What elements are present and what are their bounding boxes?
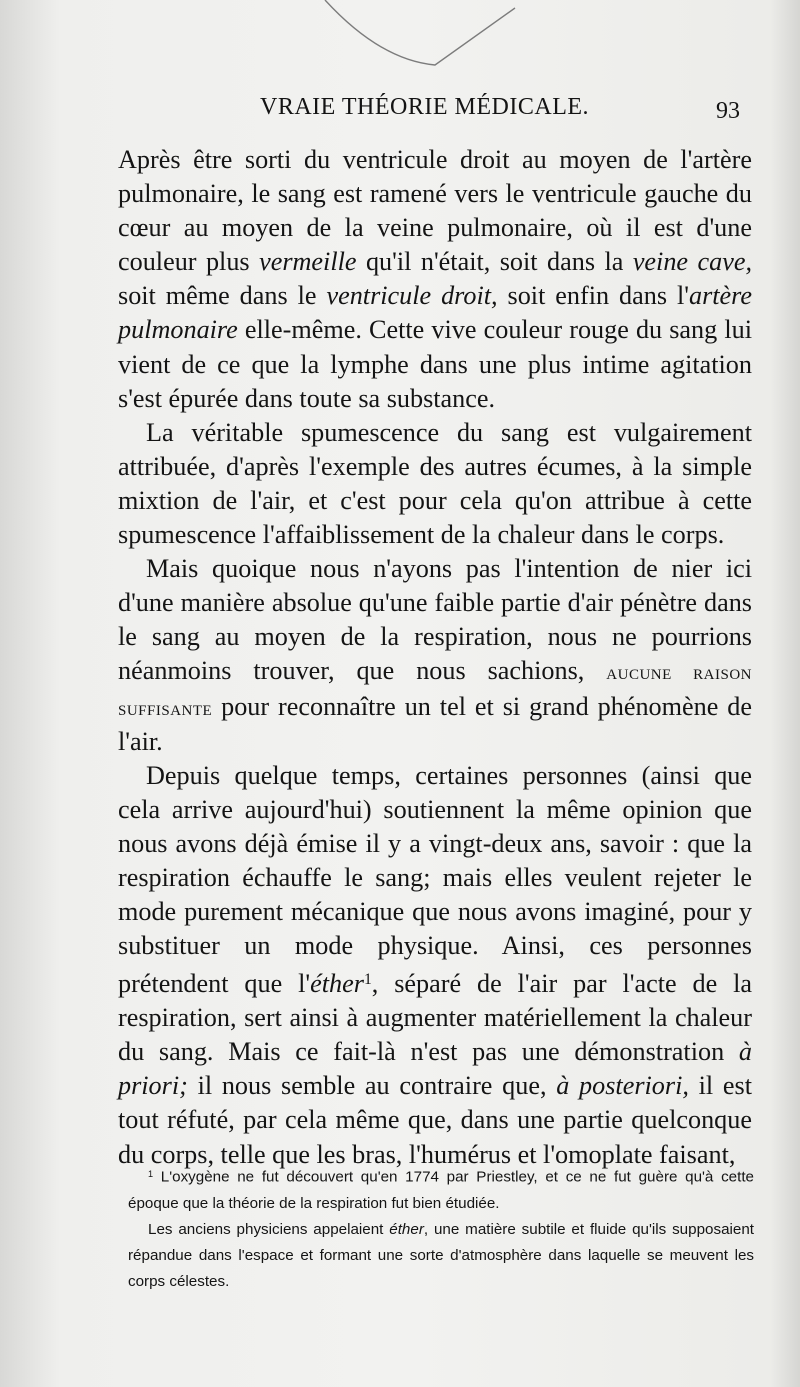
footnote-1: [128, 1161, 754, 1217]
text-run: Après être sorti du ventricule droit au moyen de l'artère pulmonaire, le sang est ramené vers le ventricule gauche du cœur au moyen de la veine pulmonaire, où il est d'une couleur plus: [118, 145, 752, 277]
text-run: il nous semble au contraire que,: [187, 1071, 557, 1101]
paragraph-1: [118, 143, 752, 416]
italic-run: ventricule droit,: [326, 281, 498, 311]
text-run: elle-même. Cette vive couleur rouge du sang lui vient de ce que la lymphe dans une plus intime agitation s'est épurée dans toute sa substance.: [118, 315, 752, 413]
page-number: 93: [716, 98, 740, 124]
italic-run: veine cave,: [632, 247, 753, 277]
page-header: [120, 94, 740, 134]
footnote-2: [128, 1217, 754, 1295]
italic-run: éther: [310, 969, 364, 999]
text-run: , séparé de l'air par l'acte de la respiration, sert ainsi à augmenter matériellement la chaleur du sang. Mais ce fait-là n'est pas une démonstration: [118, 969, 753, 1067]
footnote-marker: 1: [148, 1169, 154, 1179]
italic-run: vermeille: [259, 247, 357, 277]
running-title: VRAIE THÉORIE MÉDICALE.: [260, 94, 590, 120]
page-fold-mark: [300, 0, 560, 75]
footnote-text: , une matière subtile et fluide qu'ils supposaient répandue dans l'espace et formant une sorte d'atmosphère dans laquelle se meuvent les corps célestes.: [128, 1220, 755, 1290]
italic-run: éther: [389, 1220, 424, 1238]
text-run: Depuis quelque temps, certaines personnes (ainsi que cela arrive aujourd'hui) soutiennent la même opinion que nous avons déjà émise il y a vingt-deux ans, savoir : que la respiration échauffe le sang; mais elles veulent rejeter le mode purement mécanique que nous avons imaginé, pour y substituer un mode physique. Ainsi, ces personnes prétendent que l': [118, 760, 752, 999]
text-run: soit enfin dans l': [497, 281, 689, 311]
text-run: pour reconnaître un tel et si grand phénomène de l'air.: [118, 691, 752, 756]
footnote-text: Les anciens physiciens appelaient: [148, 1220, 390, 1238]
text-run: Mais quoique nous n'ayons pas l'intention de nier ici d'une manière absolue qu'une faible partie d'air pénètre dans le sang au moyen de la respiration, nous ne pourrions néanmoins trouver, que nous sachions,: [118, 554, 752, 686]
italic-run: artère pulmonaire: [118, 281, 752, 345]
body-text: [118, 143, 752, 1172]
text-run: soit même dans le: [118, 281, 327, 311]
paragraph-3: [118, 552, 752, 759]
paragraph-4: [118, 759, 752, 1172]
footnote-text: L'oxygène ne fut découvert qu'en 1774 par Priestley, et ce ne fut guère qu'à cette époque que la théorie de la respiration fut bien étudiée.: [128, 1168, 754, 1212]
footnotes: [128, 1161, 754, 1295]
italic-run: à priori;: [118, 1037, 752, 1101]
small-caps-run: aucune raison suffisante: [118, 659, 753, 720]
footnote-reference: 1: [363, 971, 372, 989]
text-run: il est tout réfuté, par cela même que, dans une partie quelconque du corps, telle que les bras, l'humérus et l'omoplate faisant,: [118, 1071, 752, 1169]
paragraph-2: La véritable spumescence du sang est vulgairement attribuée, d'après l'exemple des autres écumes, à la simple mixtion de l'air, et c'est pour cela qu'on attribue à cette spumescence l'affaiblissement de la chaleur dans le corps.: [118, 417, 752, 550]
text-run: qu'il n'était, soit dans la: [356, 247, 633, 277]
italic-run: à posteriori,: [556, 1071, 689, 1101]
